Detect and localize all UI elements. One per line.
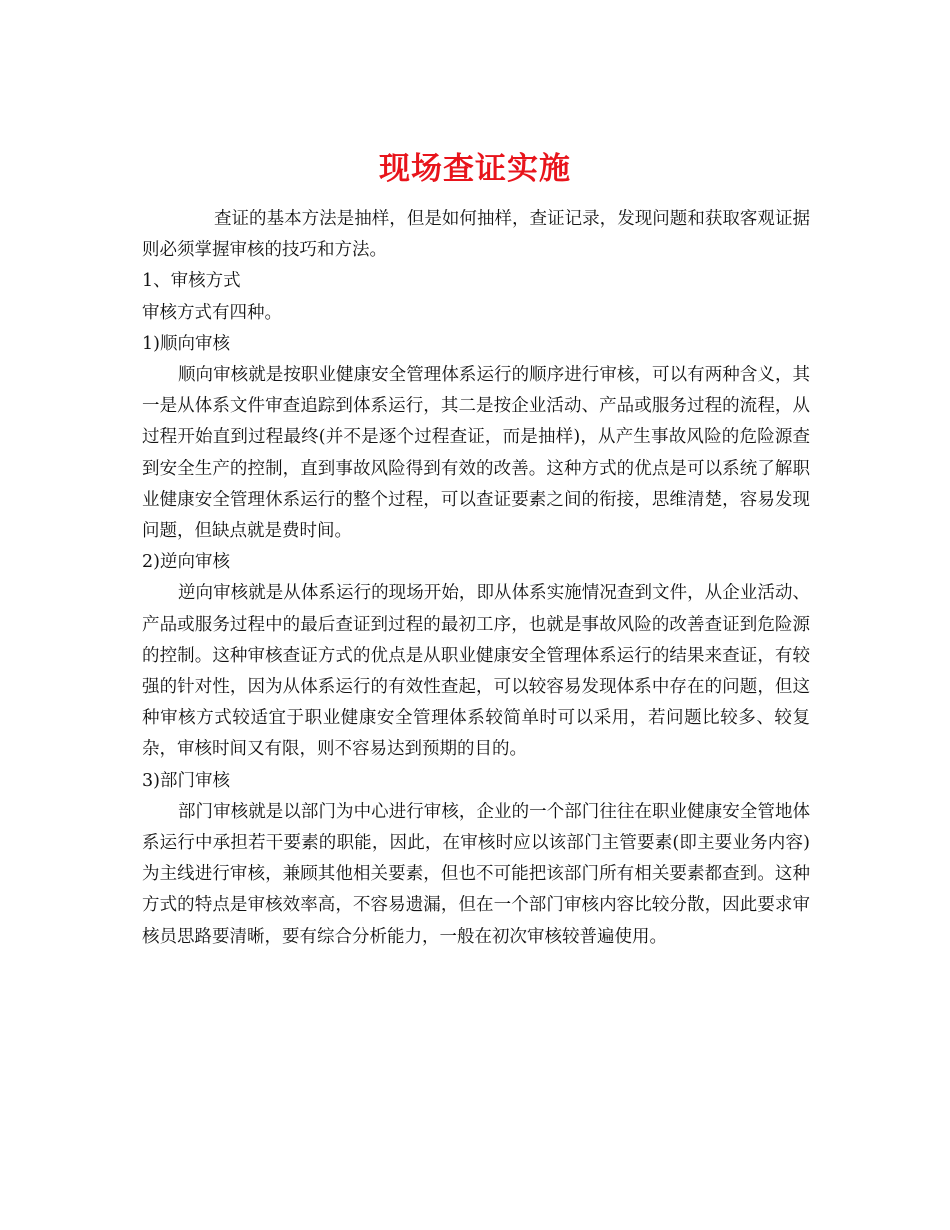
paragraph-department-audit: 部门审核就是以部门为中心进行审核，企业的一个部门往往在职业健康安全管地体系运行中承担若干要素的职能，因此，在审核时应以该部门主管要素(即主要业务内容)为主线进行审核，兼顾其他相关要素，但也不可能把该部门所有相关要素都查到。这种方式的特点是审核效率高，不容易遗漏，但在一个部门审核内容比较分散，因此要求审核员思路要清晰，要有综合分析能力，一般在初次审核较普遍使用。: [142, 801, 810, 947]
paragraph-forward-audit: 顺向审核就是按职业健康安全管理体系运行的顺序进行审核，可以有两种含义，其一是从体系文件审查追踪到体系运行，其二是按企业活动、产品或服务过程的流程，从过程开始直到过程最终(并不是逐个过程查证，而是抽样)，从产生事故风险的危险源查到安全生产的控制，直到事故风险得到有效的改善。这种方式的优点是可以系统了解职业健康安全管理休系运行的整个过程，可以查证要素之间的衔接，思维清楚，容易发现问题，但缺点就是费时间。: [142, 365, 810, 542]
paragraph-reverse-audit: 逆向审核就是从体系运行的现场开始，即从体系实施情况查到文件，从企业活动、产品或服务过程中的最后查证到过程的最初工序，也就是事故风险的改善查证到危险源的控制。这种审核查证方式的优点是从职业健康安全管理体系运行的结果来查证，有较强的针对性，因为从体系运行的有效性查起，可以较容易发现体系中存在的问题，但这种审核方式较适宜于职业健康安全管理体系较简单时可以采用，若问题比较多、较复杂，审核时间又有限，则不容易达到预期的目的。: [142, 583, 810, 760]
section-heading-audit-methods: 1、审核方式: [142, 271, 241, 292]
intro-paragraph: 查证的基本方法是抽样，但是如何抽样，查证记录，发现问题和获取客观证据则必须掌握审核的技巧和方法。: [142, 209, 810, 261]
page-title: 现场查证实施: [379, 150, 571, 187]
paragraph-four-methods: 审核方式有四种。: [142, 302, 282, 323]
subheading-department-audit: 3)部门审核: [142, 770, 230, 791]
subheading-forward-audit: 1)顺向审核: [142, 333, 230, 354]
subheading-reverse-audit: 2)逆向审核: [142, 552, 230, 573]
document-body: [142, 204, 810, 953]
